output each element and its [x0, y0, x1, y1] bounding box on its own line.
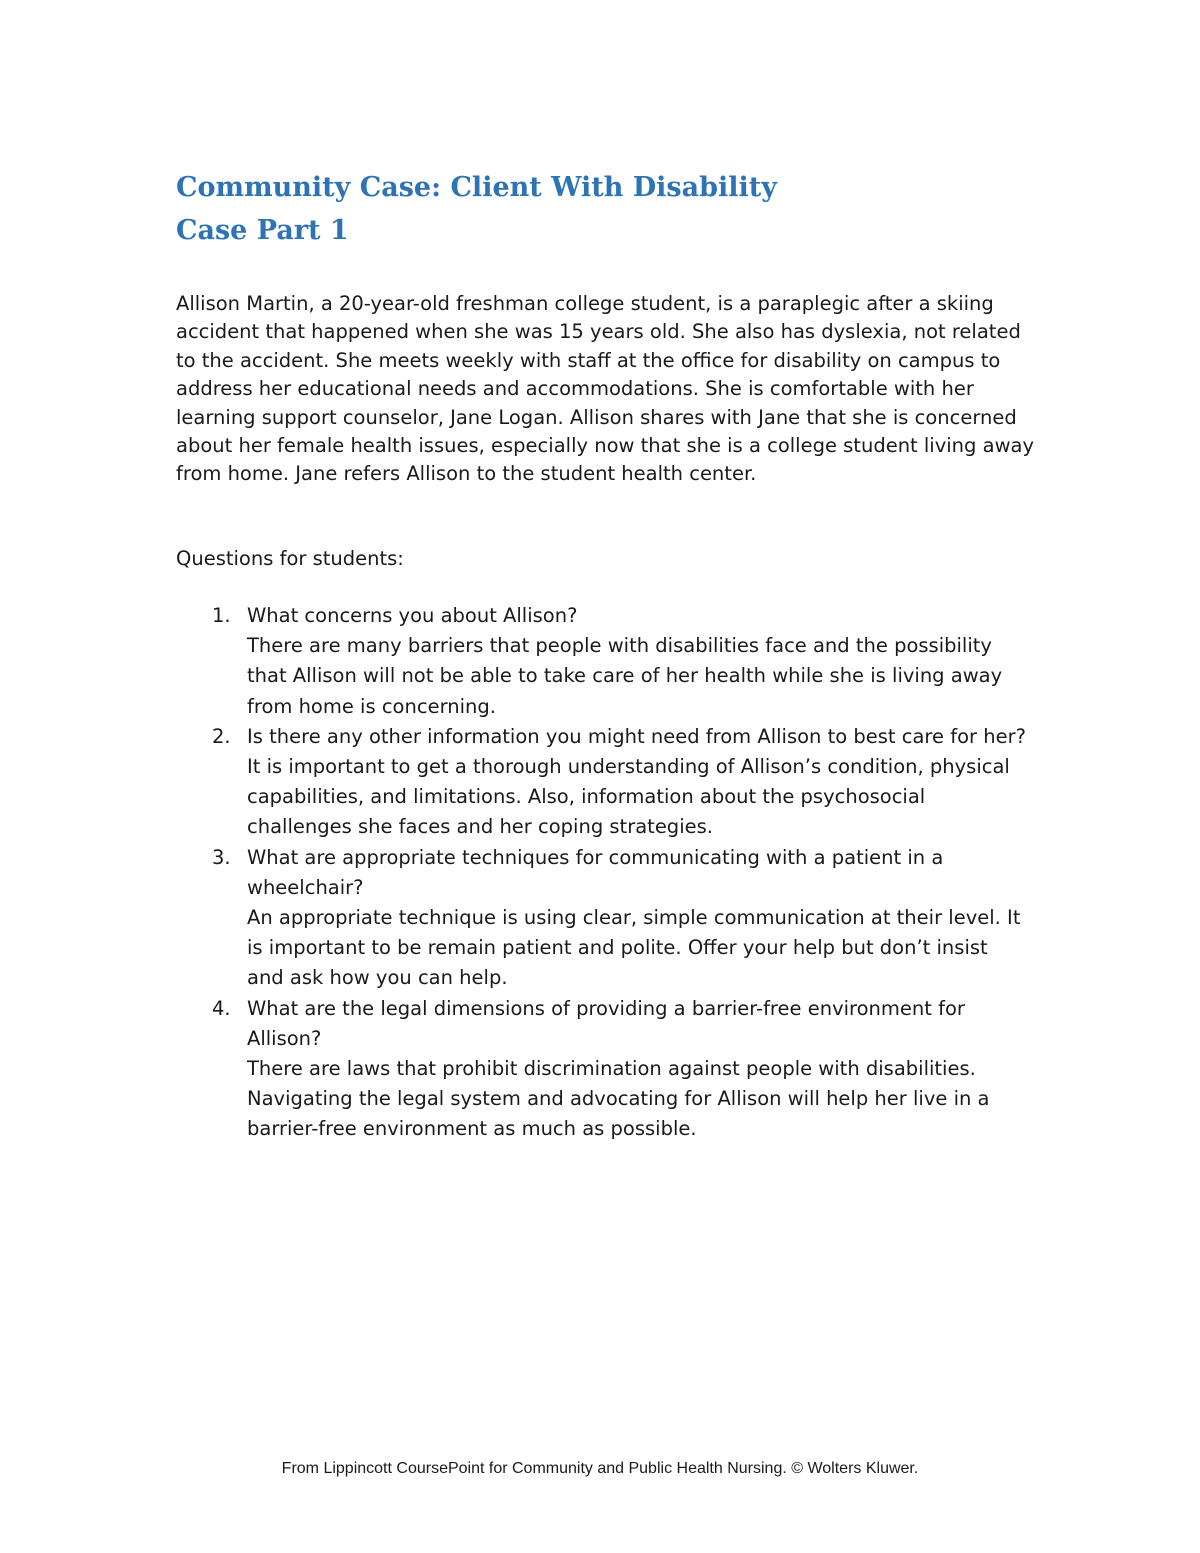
- question-number: 3.: [212, 845, 231, 869]
- answer-text: An appropriate technique is using clear, simple communication at their level. It is important to be remain patient and polite. Offer your help but don’t insist and ask how you can help.: [247, 906, 1021, 990]
- question-item: [176, 722, 1036, 843]
- question-item: [176, 601, 1036, 722]
- document-title: [176, 166, 1036, 252]
- question-number: 2.: [212, 724, 231, 748]
- question-text: Is there any other information you might need from Allison to best care for her?: [247, 724, 1026, 748]
- answer-text: It is important to get a thorough understanding of Allison’s condition, physical capabilities, and limitations. Also, information about the psychosocial challenges she faces and her coping strategies.: [247, 755, 1010, 839]
- questions-list: [176, 601, 1036, 1145]
- question-text: What concerns you about Allison?: [247, 604, 578, 627]
- answer-text: There are laws that prohibit discrimination against people with disabilities. Navigating the legal system and advocating for Allison will help her live in a barrier-free environment as much as possible.: [247, 1057, 990, 1141]
- title-line-1: Community Case: Client With Disability: [176, 172, 777, 203]
- answer-text: There are many barriers that people with disabilities face and the possibility that Allison will not be able to take care of her health while she is living away from home is concerning.: [247, 634, 1003, 718]
- question-text: What are appropriate techniques for communicating with a patient in a wheelchair?: [247, 845, 944, 899]
- question-item: [176, 843, 1036, 994]
- page-footer: From Lippincott CoursePoint for Community and Public Health Nursing. © Wolters Kluwer.: [281, 1460, 919, 1477]
- question-number: 4.: [212, 996, 231, 1020]
- questions-label: Questions for students:: [176, 547, 404, 570]
- question-item: [176, 994, 1036, 1145]
- title-line-2: Case Part 1: [176, 215, 349, 246]
- question-text: What are the legal dimensions of providing a barrier-free environment for Allison?: [247, 996, 965, 1050]
- question-number: 1.: [212, 604, 231, 627]
- case-intro-paragraph: Allison Martin, a 20-year-old freshman college student, is a paraplegic after a skiing accident that happened when she was 15 years old. She also has dyslexia, not related to the accident. She meets weekly with staff at the office for disability on campus to address her educational needs and accommodations. She is comfortable with her learning support counselor, Jane Logan. Allison shares with Jane that she is concerned about her female health issues, especially now that she is a college student living away from home. Jane refers Allison to the student health center.: [176, 292, 1035, 486]
